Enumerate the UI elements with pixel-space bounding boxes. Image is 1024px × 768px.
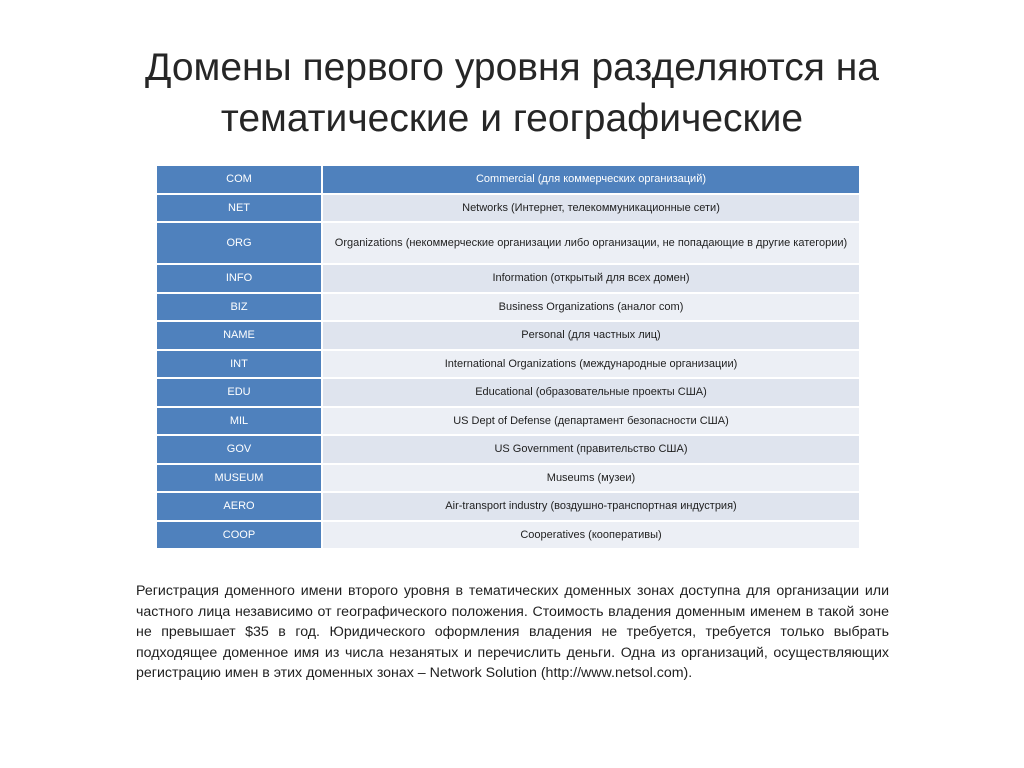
domain-description: Information (открытый для всех домен) bbox=[323, 265, 859, 294]
table-row-int bbox=[157, 351, 859, 380]
domain-code: NET bbox=[157, 195, 323, 224]
domain-description: Networks (Интернет, телекоммуникационные сети) bbox=[323, 195, 859, 224]
body-paragraph: Регистрация доменного имени второго уровня в тематических доменных зонах доступна для организации или частного лица независимо от географического положения. Стоимость владения доменным именем в такой зоне не превышает $35 в год. Юридического оформления владения не требуется, требуется только выбрать подходящее доменное имя из числа незанятых и перечислить деньги. Одна из организаций, осуществляющих регистрацию имен в этих доменных зонах – Network Solution (http://www.netsol.com). bbox=[136, 583, 889, 681]
domain-code: INT bbox=[157, 351, 323, 380]
domain-code: COOP bbox=[157, 522, 323, 551]
table-row-name bbox=[157, 322, 859, 351]
slide-title-line-2: тематические и географические bbox=[220, 97, 804, 140]
slide-title-line-1: Домены первого уровня разделяются на bbox=[145, 46, 879, 89]
domain-description: Educational (образовательные проекты США) bbox=[323, 379, 859, 408]
table-row-gov bbox=[157, 436, 859, 465]
table-row-biz bbox=[157, 294, 859, 323]
table-row-coop bbox=[157, 522, 859, 551]
domain-code: INFO bbox=[157, 265, 323, 294]
domain-description: Business Organizations (аналог com) bbox=[323, 294, 859, 323]
table-row-net bbox=[157, 195, 859, 224]
domain-description: Air-transport industry (воздушно-транспортная индустрия) bbox=[323, 493, 859, 522]
table-row-museum bbox=[157, 465, 859, 494]
domain-code: COM bbox=[157, 166, 323, 195]
domain-code: AERO bbox=[157, 493, 323, 522]
domain-code: NAME bbox=[157, 322, 323, 351]
table-row-com bbox=[157, 166, 859, 195]
table-row-aero bbox=[157, 493, 859, 522]
domain-code: MIL bbox=[157, 408, 323, 437]
domain-description: US Government (правительство США) bbox=[323, 436, 859, 465]
domain-description: Cooperatives (кооперативы) bbox=[323, 522, 859, 551]
domain-code: BIZ bbox=[157, 294, 323, 323]
slide-title bbox=[0, 42, 1024, 144]
domains-table bbox=[157, 166, 859, 550]
domain-description: International Organizations (международные организации) bbox=[323, 351, 859, 380]
domain-code: MUSEUM bbox=[157, 465, 323, 494]
domain-description: Commercial (для коммерческих организаций) bbox=[323, 166, 859, 195]
domain-code: EDU bbox=[157, 379, 323, 408]
domain-description: Organizations (некоммерческие организации либо организации, не попадающие в другие категории) bbox=[323, 223, 859, 265]
domain-description: US Dept of Defense (департамент безопасности США) bbox=[323, 408, 859, 437]
domain-code: ORG bbox=[157, 223, 323, 265]
domain-code: GOV bbox=[157, 436, 323, 465]
table-row-mil bbox=[157, 408, 859, 437]
table-row-info bbox=[157, 265, 859, 294]
domain-description: Museums (музеи) bbox=[323, 465, 859, 494]
table-row-org bbox=[157, 223, 859, 265]
table-row-edu bbox=[157, 379, 859, 408]
domain-description: Personal (для частных лиц) bbox=[323, 322, 859, 351]
